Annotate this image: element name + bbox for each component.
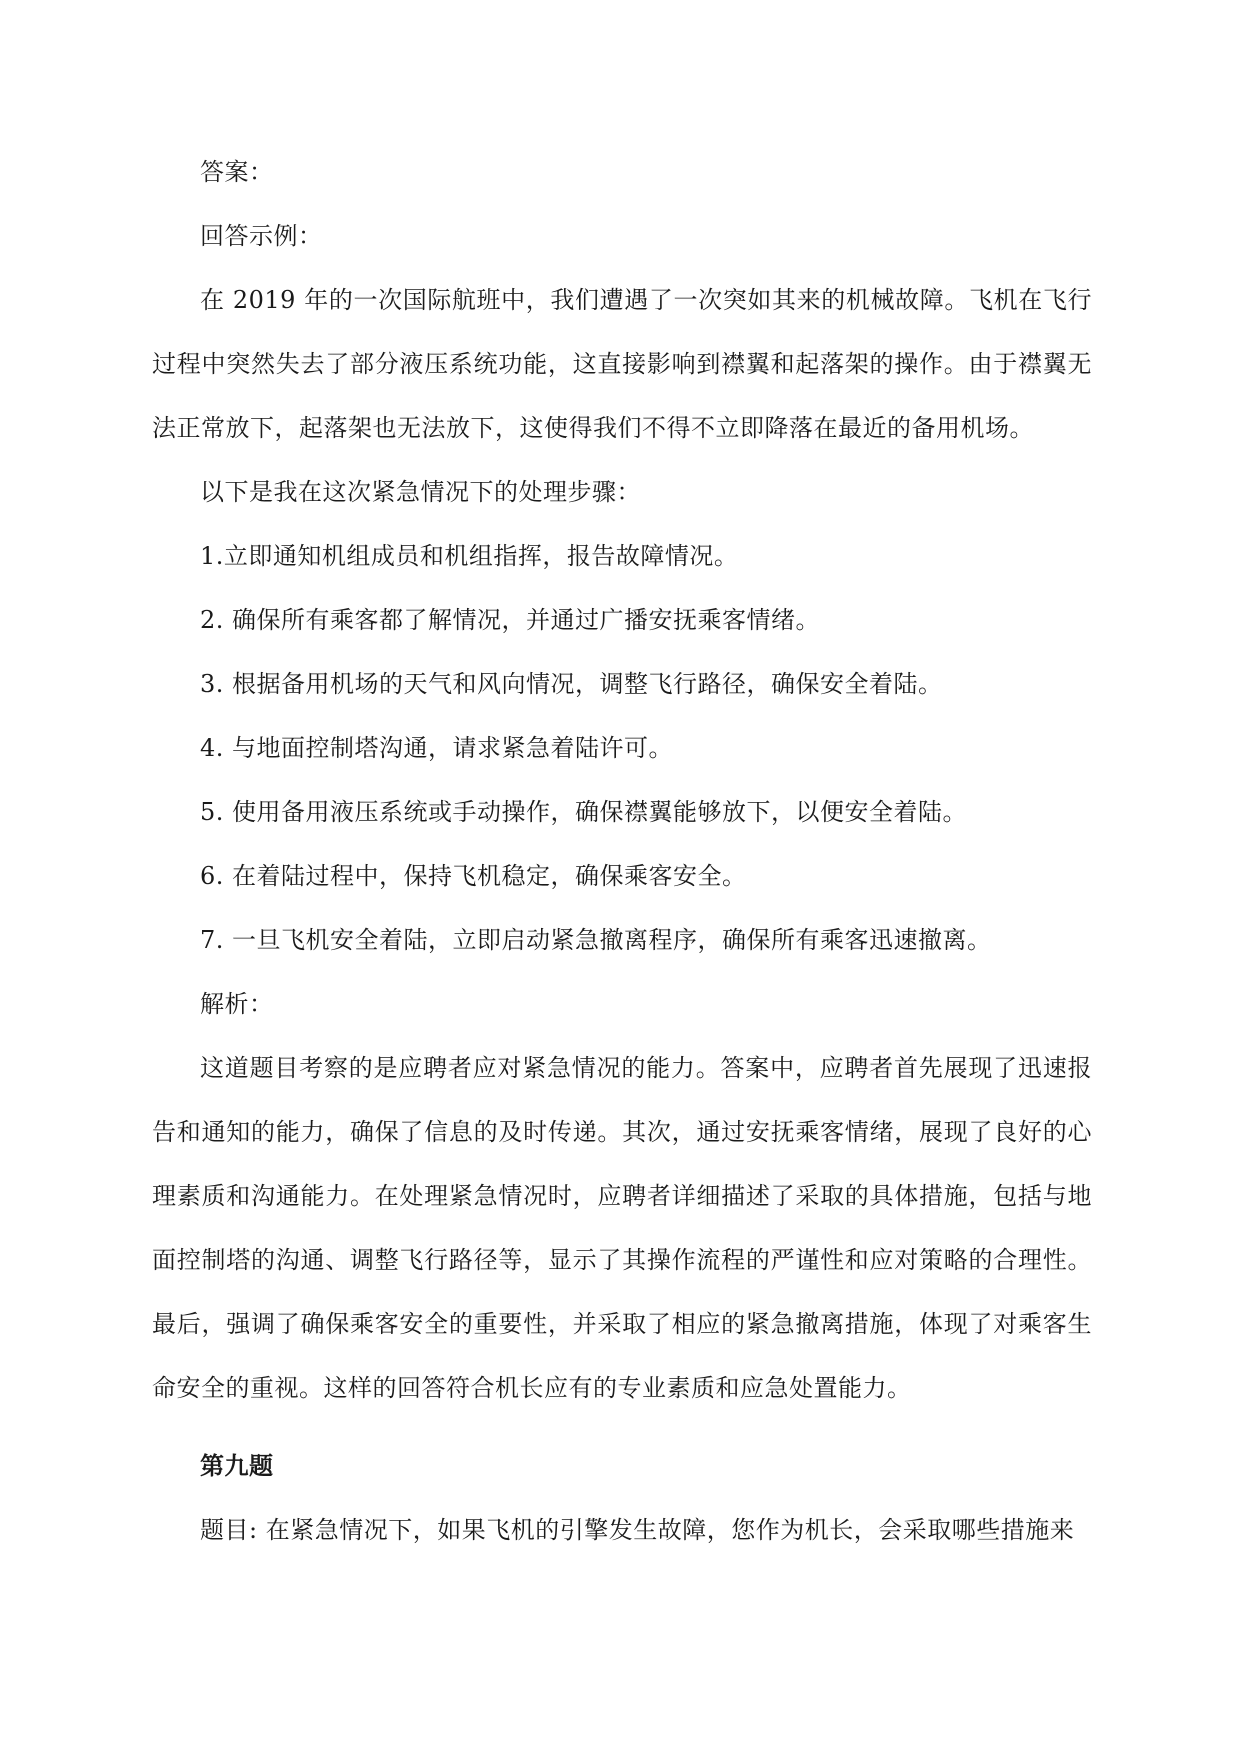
document-body	[152, 140, 1092, 1562]
question-paragraph: 题目: 在紧急情况下，如果飞机的引擎发生故障，您作为机长，会采取哪些措施来	[200, 1516, 1075, 1544]
step-item: 4. 与地面控制塔沟通，请求紧急着陆许可。	[200, 734, 674, 762]
step-item: 7. 一旦飞机安全着陆，立即启动紧急撤离程序，确保所有乘客迅速撤离。	[200, 926, 992, 954]
example-label: 回答示例：	[200, 222, 323, 250]
step-item: 5. 使用备用液压系统或手动操作，确保襟翼能够放下，以便安全着陆。	[200, 798, 968, 826]
answer-label: 答案：	[200, 158, 274, 186]
analysis-paragraph: 这道题目考察的是应聘者应对紧急情况的能力。答案中，应聘者首先展现了迅速报告和通知的能力，确保了信息的及时传递。其次，通过安抚乘客情绪，展现了良好的心理素质和沟通能力。在处理紧急情况时，应聘者详细描述了采取的具体措施，包括与地面控制塔的沟通、调整飞行路径等，显示了其操作流程的严谨性和应对策略的合理性。最后，强调了确保乘客安全的重要性，并采取了相应的紧急撤离措施，体现了对乘客生命安全的重视。这样的回答符合机长应有的专业素质和应急处置能力。	[152, 1054, 1092, 1402]
step-item: 2. 确保所有乘客都了解情况，并通过广播安抚乘客情绪。	[200, 606, 821, 634]
section-heading: 第九题	[200, 1451, 274, 1480]
step-item: 6. 在着陆过程中，保持飞机稳定，确保乘客安全。	[200, 862, 747, 890]
step-item: 1.立即通知机组成员和机组指挥，报告故障情况。	[200, 542, 739, 570]
analysis-label: 解析：	[200, 990, 274, 1018]
step-item: 3. 根据备用机场的天气和风向情况，调整飞行路径，确保安全着陆。	[200, 670, 943, 698]
example-paragraph: 在 2019 年的一次国际航班中，我们遭遇了一次突如其来的机械故障。飞机在飞行过程中突然失去了部分液压系统功能，这直接影响到襟翼和起落架的操作。由于襟翼无法正常放下，起落架也无法放下，这使得我们不得不立即降落在最近的备用机场。	[152, 286, 1092, 442]
steps-intro: 以下是我在这次紧急情况下的处理步骤：	[200, 478, 641, 506]
